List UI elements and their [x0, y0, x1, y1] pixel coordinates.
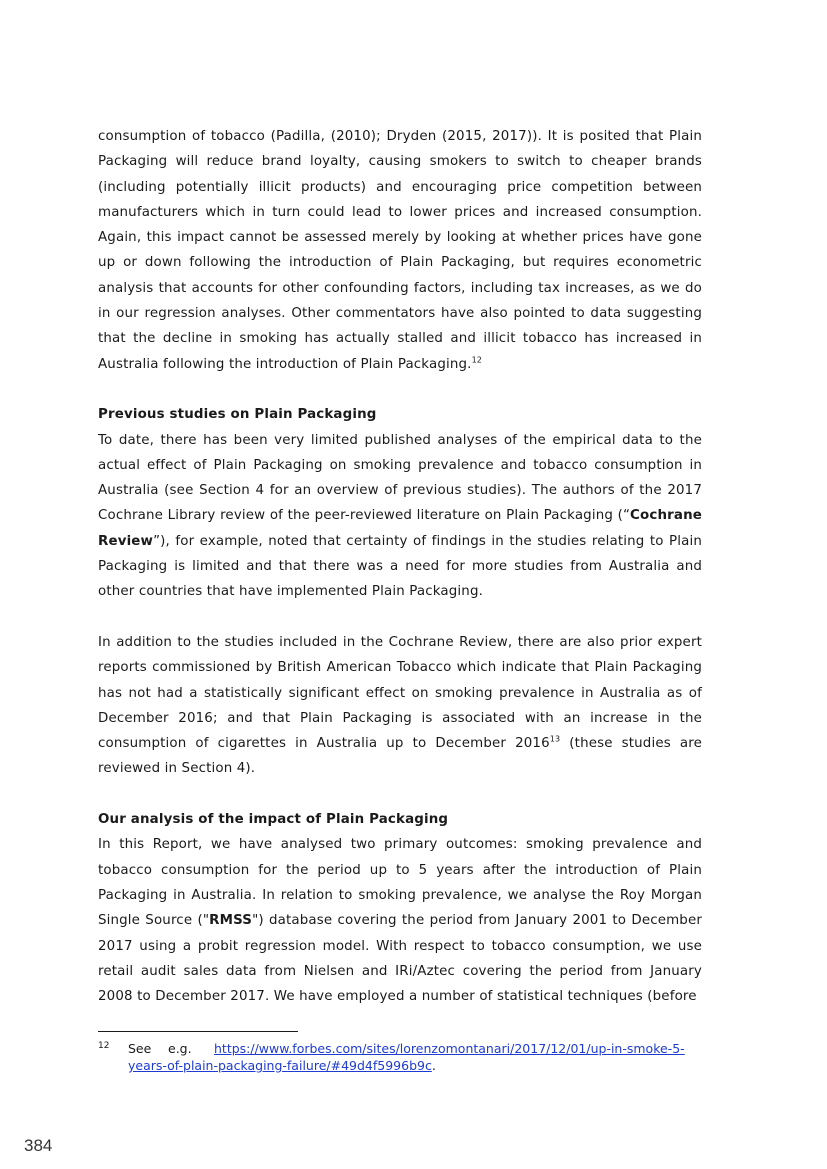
paragraph-our-analysis: In this Report, we have analysed two primary outcomes: smoking prevalence and tobacco consumption for the period up to 5 years after the introduction of Plain Packaging in Australia. In relation to smoking prevalence, we analyse the Roy Morgan Single Source ("RMSS") database covering the period from January 2001 to December 2017 using a probit regression model. With respect to tobacco consumption, we use retail audit sales data from Nielsen and IRi/Aztec covering the period from January 2008 to December 2017. We have employed a number of statistical techniques (before	[98, 837, 703, 1005]
footnote-ref-12[interactable]: 12	[471, 355, 483, 365]
term-cochrane-review: Cochrane Review	[98, 508, 702, 549]
footnote-link-line1[interactable]: https://www.forbes.com/sites/lorenzomontanari/2017/12/01/up-in-smoke-5-	[214, 1041, 685, 1056]
footnote-number: 12	[98, 1041, 110, 1051]
paragraph-intro: consumption of tobacco (Padilla, (2010); Dryden (2015, 2017)). It is posited that Plain Packaging will reduce brand loyalty, causing smokers to switch to cheaper brands (including potentially illicit products) and encouraging price competition between manufacturers which in turn could lead to lower prices and increased consumption. Again, this impact cannot be assessed merely by looking at whether prices have gone up or down following the introduction of Plain Packaging, but requires econometric analysis that accounts for other confounding factors, including tax increases, as we do in our regression analyses. Other commentators have also pointed to data suggesting that the decline in smoking has actually stalled and illicit tobacco has increased in Australia following the introduction of Plain Packaging.$^{12}$	[98, 129, 702, 372]
footnote-eg: e.g.	[168, 1041, 192, 1056]
footnote-link-line2[interactable]: years-of-plain-packaging-failure/#49d4f5996b9c	[128, 1058, 432, 1073]
footnote-ref-13[interactable]: 13	[549, 734, 561, 744]
heading-our-analysis: Our analysis of the impact of Plain Packaging	[98, 812, 449, 828]
footnote-see: See	[128, 1041, 152, 1056]
footnote-12: 12 See e.g. https://www.forbes.com/sites/lorenzomontanari/2017/12/01/up-in-smoke-5- years-of-plain-packaging-failure/#49d4f5996b9c.	[98, 1040, 702, 1074]
term-rmss: RMSS	[209, 913, 253, 929]
page-number: 384	[24, 1136, 53, 1155]
paragraph-expert-reports: In addition to the studies included in the Cochrane Review, there are also prior expert reports commissioned by British American Tobacco which indicate that Plain Packaging has not had a statistically significant effect on smoking prevalence in Australia as of December 2016; and that Plain Packaging is associated with an increase in the consumption of cigarettes in Australia up to December 2016$^{13}$ (these studies are reviewed in Section 4).	[98, 634, 702, 777]
heading-previous-studies: Previous studies on Plain Packaging	[98, 407, 377, 423]
paragraph-previous-studies: To date, there has been very limited published analyses of the empirical data to the actual effect of Plain Packaging on smoking prevalence and tobacco consumption in Australia (see Section 4 for an overview of previous studies). The authors of the 2017 Cochrane Library review of the peer-reviewed literature on Plain Packaging (“Cochrane Review”), for example, noted that certainty of findings in the studies relating to Plain Packaging is limited and that there was a need for more studies from Australia and other countries that have implemented Plain Packaging.	[98, 432, 702, 600]
footnote-divider	[98, 1031, 298, 1032]
page-body	[98, 124, 702, 1009]
